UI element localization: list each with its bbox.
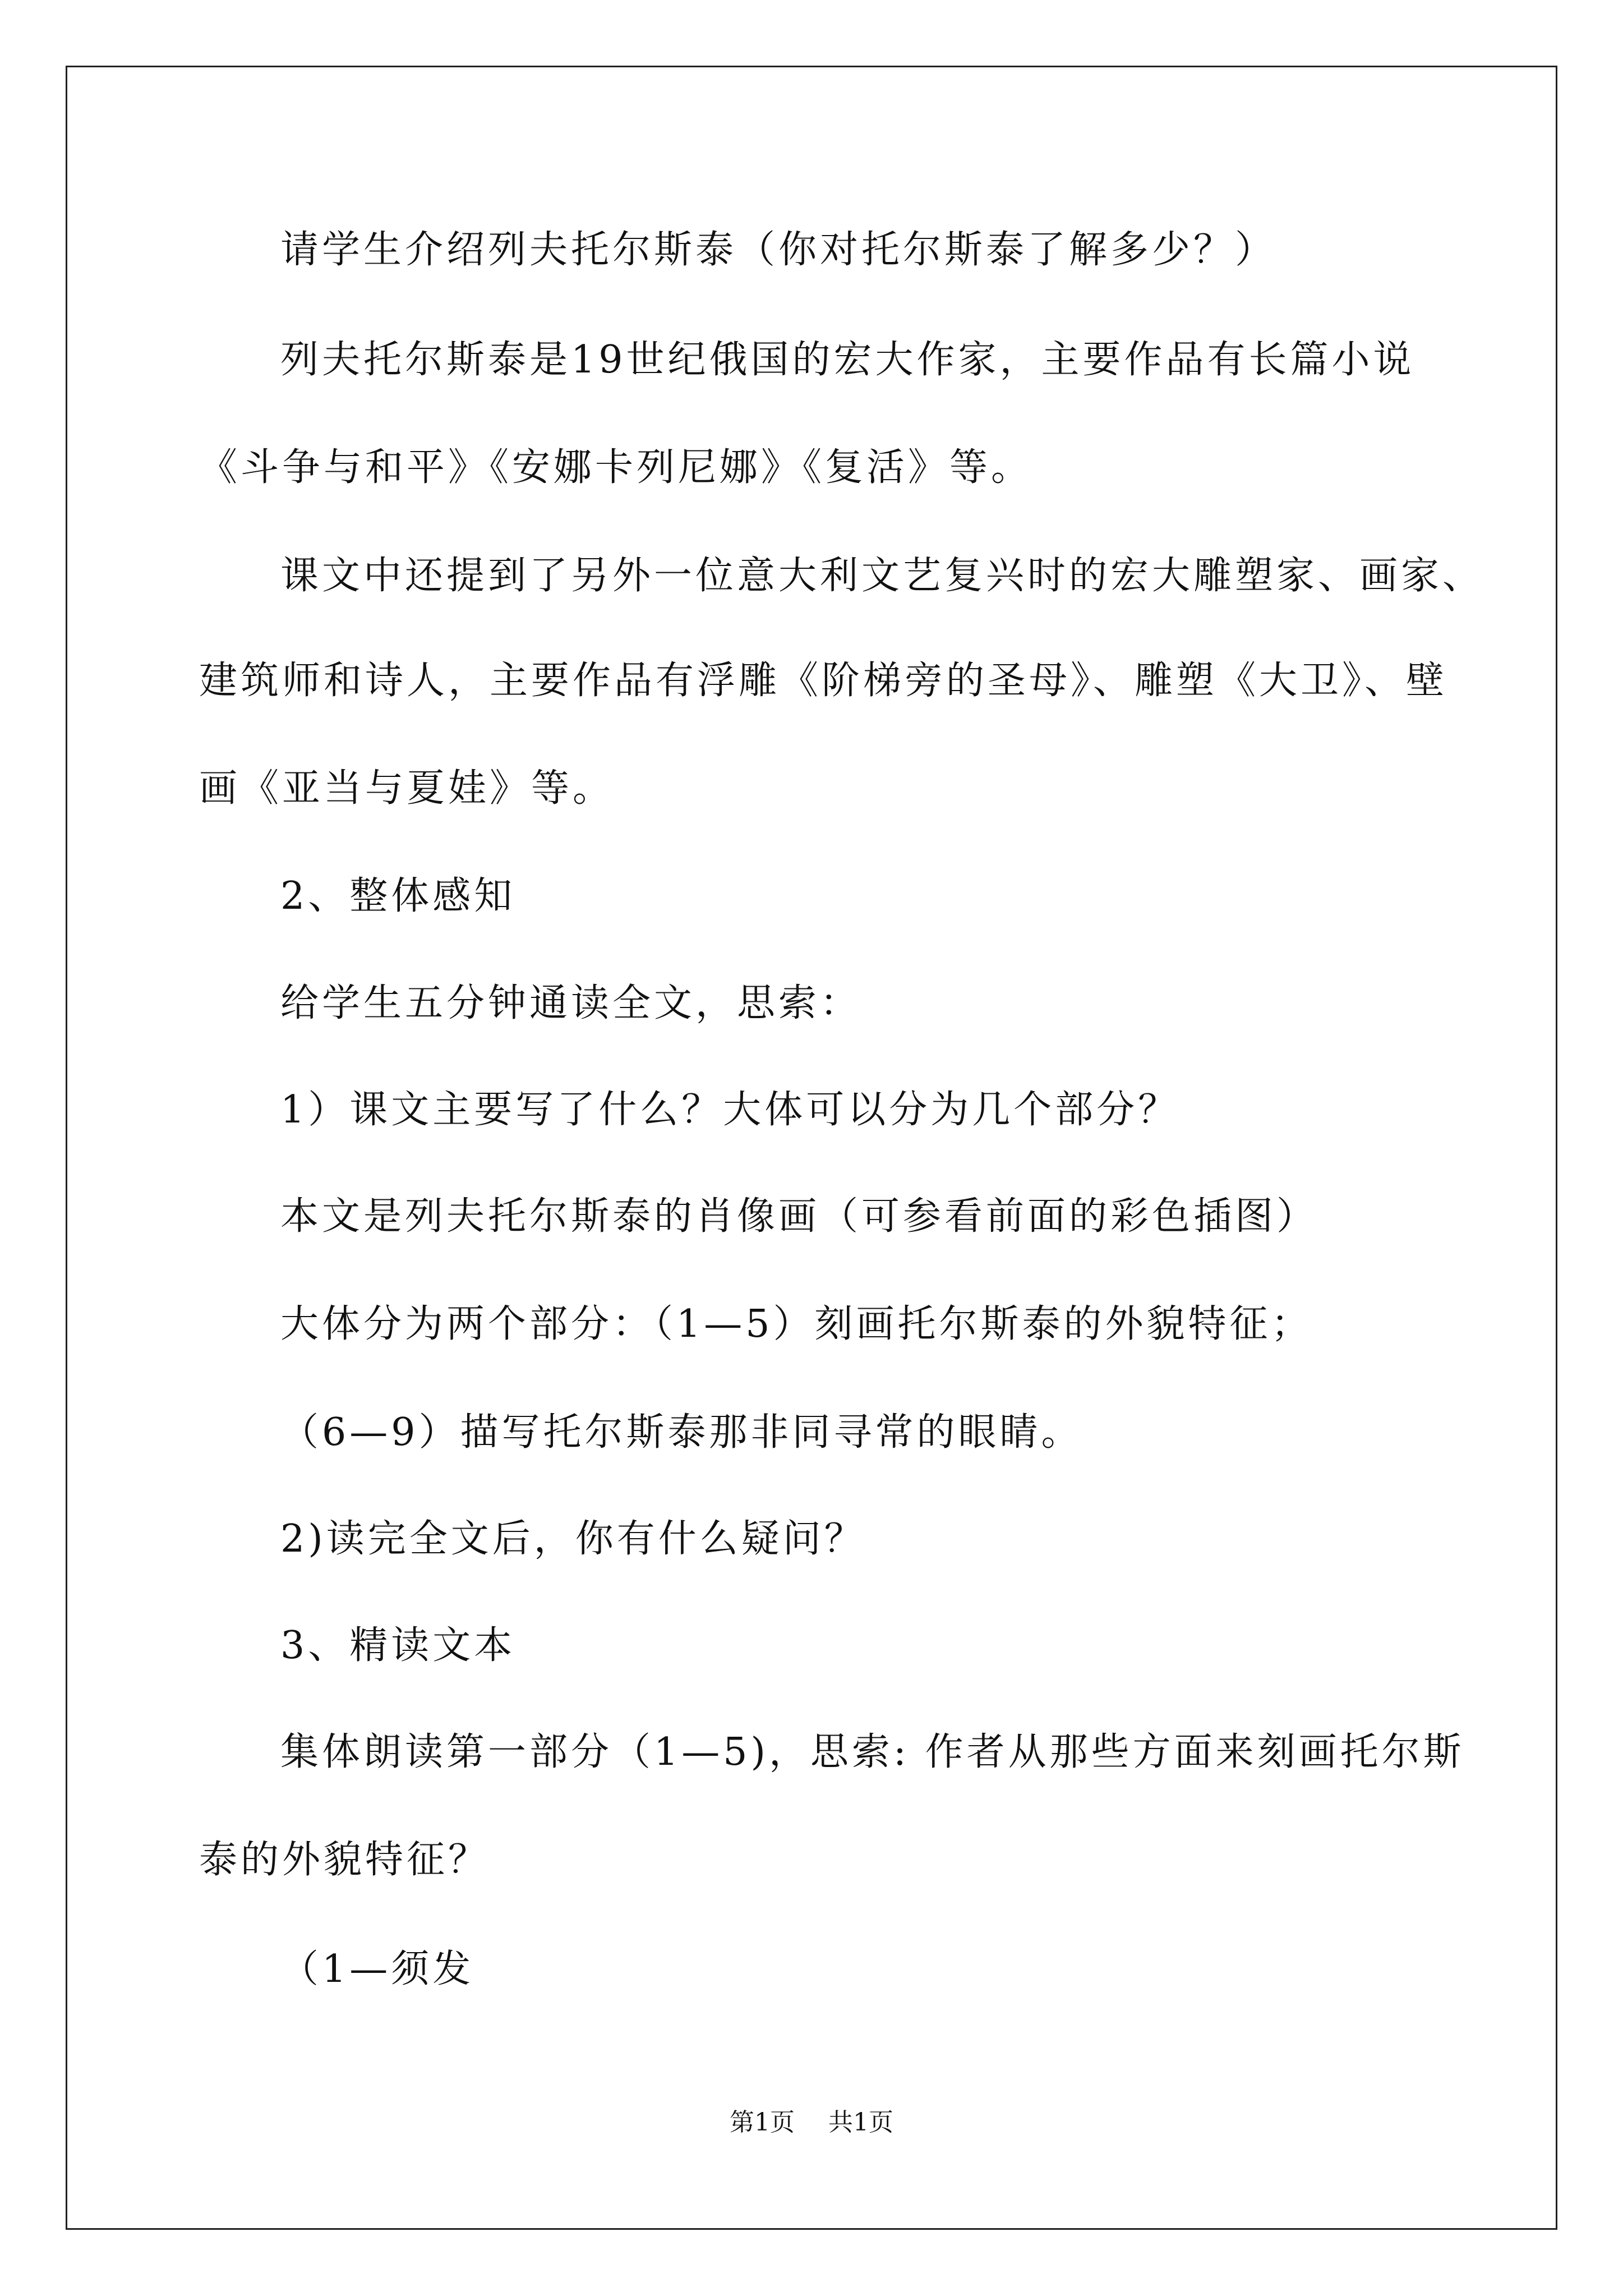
text-line: 画《亚当与夏娃》等。 (199, 766, 615, 811)
text-line: 集体朗读第一部分（1—5)，思索: 作者从那些方面来刻画托尔斯 (280, 1730, 1465, 1774)
section-heading: 3、精读文本 (280, 1623, 516, 1668)
text-line: （6—9）描写托尔斯泰那非同寻常的眼睛。 (280, 1410, 1083, 1455)
text-line: 大体分为两个部分：（1—5）刻画托尔斯泰的外貌特征； (280, 1302, 1313, 1346)
text-line: 泰的外貌特征？ (199, 1838, 490, 1882)
text-line: 给学生五分钟通读全文，思索： (280, 981, 862, 1025)
text-line: （1—须发 (280, 1947, 474, 1991)
text-line: 1）课文主要写了什么？大体可以分为几个部分？ (280, 1088, 1180, 1132)
text-line: 请学生介绍列夫托尔斯泰（你对托尔斯泰了解多少？） (280, 228, 1277, 272)
page-total: 共1页 (828, 2108, 893, 2137)
text-line: 《斗争与和平》《安娜卡列尼娜》《复活》等。 (199, 445, 1033, 490)
text-line: 课文中还提到了另外一位意大利文艺复兴时的宏大雕塑家、画家、 (280, 554, 1484, 598)
text-line: 建筑师和诗人，主要作品有浮雕《阶梯旁的圣母》、雕塑《大卫》、壁 (199, 659, 1448, 703)
section-heading: 2、整体感知 (280, 874, 516, 918)
page-number: 第1页 (730, 2108, 795, 2137)
text-line: 列夫托尔斯泰是19世纪俄国的宏大作家，主要作品有长篇小说 (280, 338, 1415, 382)
text-line: 2)读完全文后，你有什么疑问？ (280, 1517, 866, 1561)
text-line: 本文是列夫托尔斯泰的肖像画（可参看前面的彩色插图） (280, 1194, 1318, 1239)
page-border (66, 66, 1557, 2230)
page-footer (0, 2110, 1623, 2135)
